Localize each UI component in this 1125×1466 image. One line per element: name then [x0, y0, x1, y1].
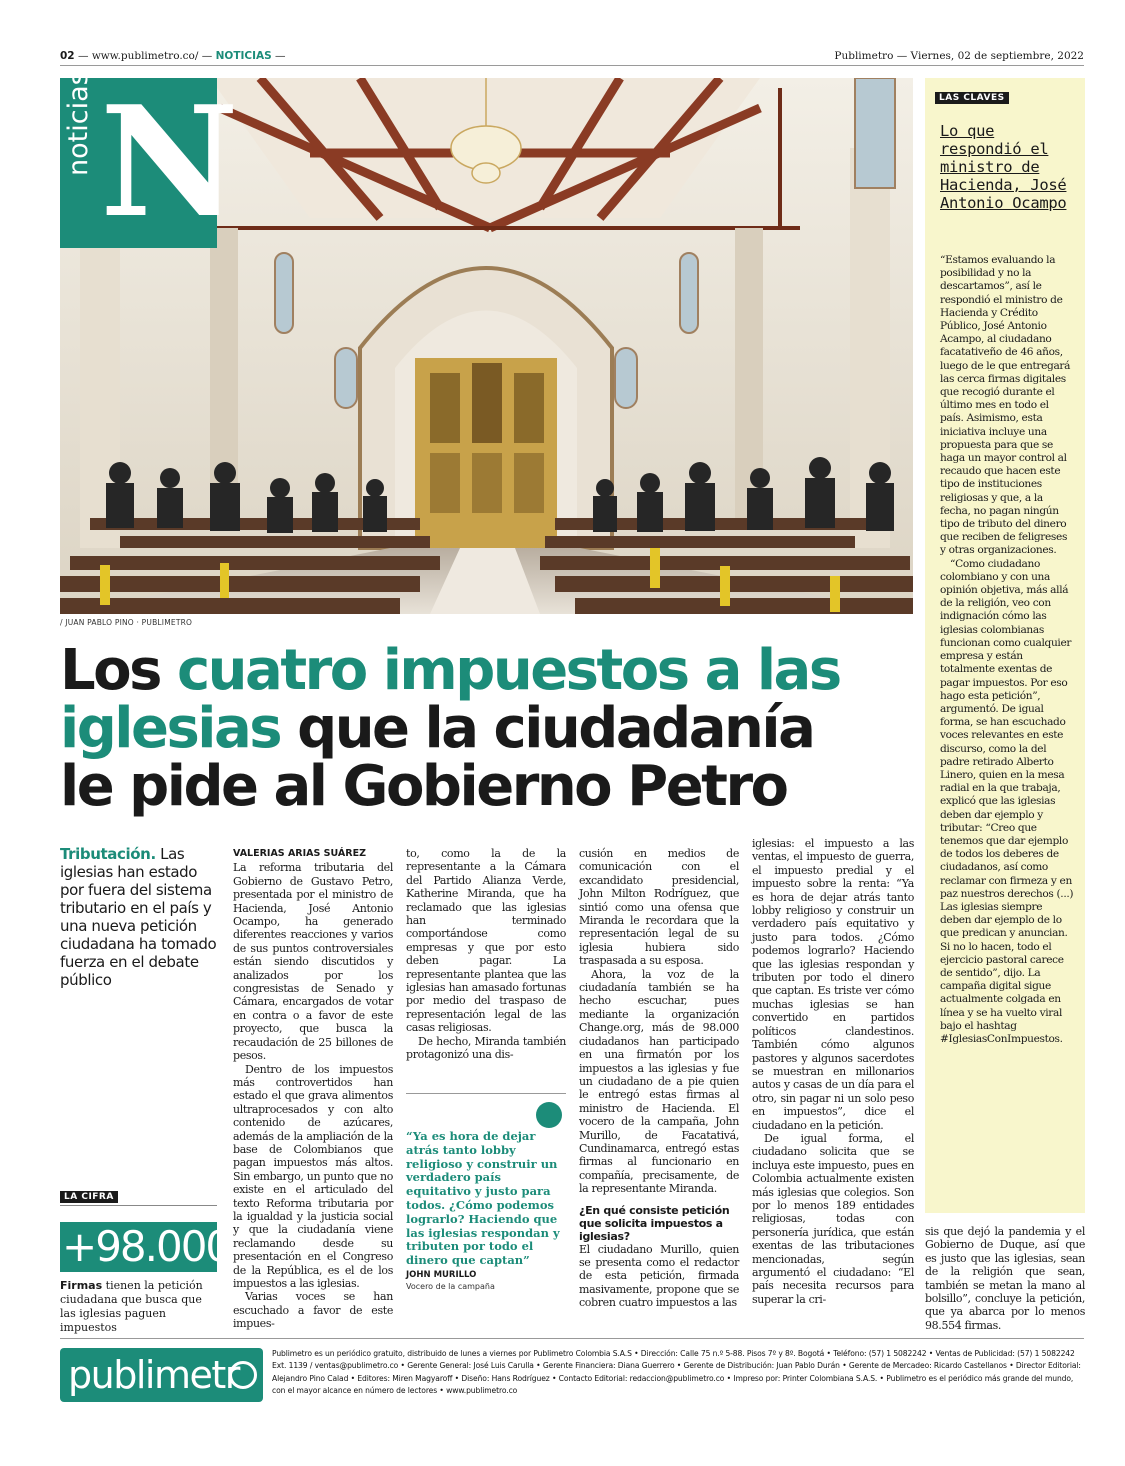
- headline-accent: cuatro impuestos a las: [176, 638, 840, 703]
- divider: [60, 1205, 217, 1206]
- sidebar-title: Lo que respondió el ministro de Hacienda, José Antonio Ocampo: [940, 122, 1067, 212]
- cifra-number: +98.000: [62, 1222, 231, 1271]
- site-url[interactable]: www.publimetro.co/: [91, 50, 199, 62]
- article-paragraph: to, como la de la representante a la Cámara del Partido Alianza Verde, Katherine Miranda, que ha reclamado que las iglesias han terminado comportándose como empresas y que por esto deben pagar. La representante plantea que las iglesias han amasado fortunas por medio del traspaso de representación legal de las casas religiosas.: [406, 847, 566, 1035]
- article-paragraph: Dentro de los impuestos más controvertidos han estado el que grava alimentos ultraprocesados y con alto contenido de azúcares, además de la ampliación de la base de Colombianos que pagan impuestos más altos. Sin embargo, un punto que no existe en el articulado del texto Reforma tributaria por la igualdad y la justicia social y que la ciudadanía viene reclamando desde su presentación en el Congreso de la República, es el de los impuestos a las iglesias.: [233, 1062, 393, 1290]
- lead-keyword: Tributación.: [60, 845, 156, 863]
- article-paragraph: iglesias: el impuesto a las ventas, el impuesto de guerra, el impuesto predial y el impuesto sobre la renta: “Ya es hora de dejar atrás tanto lobby religioso y construir un verdadero país equitativo y justo para todos. ¿Cómo podemos lograrlo? Haciendo que las iglesias respondan y tributen por todo el dinero que captan. Es triste ver cómo muchas iglesias se han convertido en partidos políticos clandestinos. También cómo algunos pastores y algunos sacerdotes se muestran en millonarios autos y casas de un día para el otro, sin pagar ni un solo peso en impuestos”, dice el ciudadano en la petición.: [752, 837, 914, 1132]
- divider: [60, 1338, 1084, 1339]
- article-paragraph: De hecho, Miranda también protagonizó una dis-: [406, 1034, 566, 1062]
- page-header: [60, 50, 1084, 66]
- headline-part: le pide al Gobierno Petro: [60, 754, 787, 819]
- headline-accent: iglesias: [60, 696, 281, 761]
- publication-date: Publimetro — Viernes, 02 de septiembre, 2022: [834, 50, 1084, 62]
- article-column-3: [579, 847, 739, 1327]
- imprint-text: Publimetro es un periódico gratuito, distribuido de lunes a viernes por Publimetro Colombia S.A.S • Dirección: Calle 75 n.º 5-88. Pisos 7º y 8º. Bogotá • Teléfono: (57) 1 5082242 • Ventas de Publicidad: (57) 1 5082242 Ext. 1139 / ventas@publimetro.co • Gerente General: José Luis Carulla • Gerente Financiera: Diana Guerrero • Gerente de Distribución: Juan Pablo Durán • Gerente de Mercadeo: Ricardo Castellanos • Director Editorial: Alejandro Pino Calad • Editores: Miren Magyaroff • Diseño: Hans Rodríguez • Contacto Editorial: redaccion@publimetro.co • Impreso por: Printer Colombiana S.A.S. • Publimetro es el periódico más grande del mundo, con el mayor alcance en número de lectores • www.publimetro.co: [272, 1349, 1081, 1395]
- lead-text: Las iglesias han estado por fuera del sistema tributario en el país y una nueva petición ciudadana ha tomado fuerza en el debate público: [60, 845, 217, 989]
- cifra-tag: LA CIFRA: [60, 1191, 118, 1203]
- article-subhead: ¿En qué consiste petición que solicita impuestos a iglesias?: [579, 1203, 730, 1243]
- byline: VALERIAS ARIAS SUÁREZ: [233, 848, 366, 859]
- article-paragraph: Varias voces se han escuchado a favor de este impues-: [233, 1290, 393, 1331]
- article-paragraph: El ciudadano Murillo, quien se presenta como el redactor de esta petición, firmada masivamente, propone que se cobren cuatro impuestos a las: [579, 1242, 739, 1310]
- globe-icon: [229, 1361, 257, 1389]
- headline: [60, 638, 920, 819]
- section-letter: N: [100, 72, 239, 251]
- headline-part: Los: [60, 638, 177, 703]
- lead-paragraph: [60, 845, 220, 989]
- speech-bubble-icon: [536, 1102, 562, 1128]
- quote-author-role: Vocero de la campaña: [406, 1282, 495, 1291]
- cifra-desc-bold: Firmas: [60, 1279, 103, 1292]
- section-name: NOTICIAS: [215, 50, 272, 62]
- cifra-description: [60, 1279, 220, 1335]
- photo-credit: / JUAN PABLO PINO · PUBLIMETRO: [60, 618, 193, 627]
- logo-text: publimetr: [68, 1353, 239, 1397]
- article-paragraph: Ahora, la voz de la ciudadanía también se ha hecho escuchar, pues mediante la organización Change.org, más de 98.000 ciudadanos han participado en una firmatón por los impuestos a las iglesias y fue un ciudadano de a pie quien le entregó estas firmas al ministro de Hacienda. El vocero de la campaña, John Murillo, de Facatativá, Cundinamarca, entregó estas firmas al funcionario en compañía, precisamente, de la representante Miranda.: [579, 967, 739, 1196]
- sidebar-paragraph: “Estamos evaluando la posibilidad y no la descartamos”, así le respondió el ministro de Hacienda y Crédito Público, José Antonio Acampo, al ciudadano facatativeño de 46 años, luego de le que entregará las cerca firmas digitales que recogió durante el último mes en todo el país. Asimismo, esta iniciativa incluye una propuesta para que se haga un mayor control al recaudo que hacen este tipo de instituciones religiosas y que, a la fecha, no pagan ningún tipo de tributo del dinero que reciben de feligreses y otras organizaciones.: [940, 254, 1071, 557]
- section-vertical-label: noticias: [63, 71, 94, 176]
- quote-author: JOHN MURILLO: [406, 1270, 477, 1280]
- cifra-desc-text: tienen la petición ciudadana que busca que las iglesias paguen impuestos: [60, 1279, 203, 1334]
- article-column-4: [752, 837, 914, 1327]
- publimetro-logo: [60, 1348, 263, 1402]
- sidebar-text: [940, 254, 1074, 1046]
- pull-quote: [406, 1093, 566, 1323]
- article-paragraph: sis que dejó la pandemia y el Gobierno de Duque, así que es justo que las iglesias, sean de la religión que sean, también se metan la mano al bolsillo”, concluye la petición, que ya abarca por lo menos 98.554 firmas.: [925, 1225, 1085, 1332]
- article-column-5: [925, 1225, 1085, 1332]
- section-box: [60, 71, 239, 251]
- page-header-left: 02 — www.publimetro.co/ — NOTICIAS —: [60, 50, 286, 62]
- article-paragraph: De igual forma, el ciudadano solicita que se incluya este impuesto, pues en Colombia actualmente existen más iglesias que colegios. Son por lo menos 189 entidades religiosas, todas con personería jurídica, que están exentas de las tributaciones mencionadas, según argumentó el ciudadano: “El país necesita recursos para superar la cri-: [752, 1131, 914, 1306]
- article-paragraph: cusión en medios de comunicación con el excandidato presidencial, John Milton Rodríguez, que sintió como una ofensa que Miranda le recordara que la representación legal de su iglesia hubiera sido traspasada a su esposa.: [579, 847, 739, 968]
- page-number: 02: [60, 50, 75, 62]
- headline-part: que la ciudadanía: [280, 696, 814, 761]
- sidebar-paragraph: “Como ciudadano colombiano y con una opinión objetiva, más allá de la religión, veo con indignación cómo las iglesias colombianas funcionan como cualquier empresa y están totalmente exentas de pagar impuestos. Por eso hago esta petición”, argumentó. De igual forma, se han escuchado voces relevantes en este discurso, como la del padre retirado Alberto Linero, quien en la mesa radial en la que trabaja, explicó que las iglesias deben dar ejemplo y tributar: “Creo que tenemos que dar ejemplo de todos los deberes de ciudadanos, así como reclamar con firmeza y en paz nuestros derechos (...) Las iglesias siempre deben dar ejemplo de lo que predican y anuncian. Si no lo hacen, todo el ejercicio pastoral carece de sentido”, dijo. La campaña digital sigue actualmente colgada en línea y se ha vuelto viral bajo el hashtag #IglesiasConImpuestos.: [940, 557, 1074, 1045]
- sidebar-las-claves: [925, 78, 1085, 1213]
- article-column-2: [406, 847, 566, 1082]
- article-paragraph: La reforma tributaria del Gobierno de Gustavo Petro, presentada por el ministro de Hacienda, José Antonio Ocampo, ha generado diferentes reacciones y varios de sus puntos controversiales están siendo discutidos y analizados por los congresistas de Senado y Cámara, encargados de votar en contra o a favor de este proyecto, que busca la recaudación de 25 billones de pesos.: [233, 861, 393, 1063]
- article-column-1: [233, 847, 393, 1331]
- quote-text: “Ya es hora de dejar atrás tanto lobby religioso y construir un verdadero país equitativo y justo para todos. ¿Cómo podemos lograrlo? Haciendo que las iglesias respondan y tributen por todo el dinero que captan”: [406, 1129, 560, 1268]
- sidebar-tag: LAS CLAVES: [935, 92, 1009, 104]
